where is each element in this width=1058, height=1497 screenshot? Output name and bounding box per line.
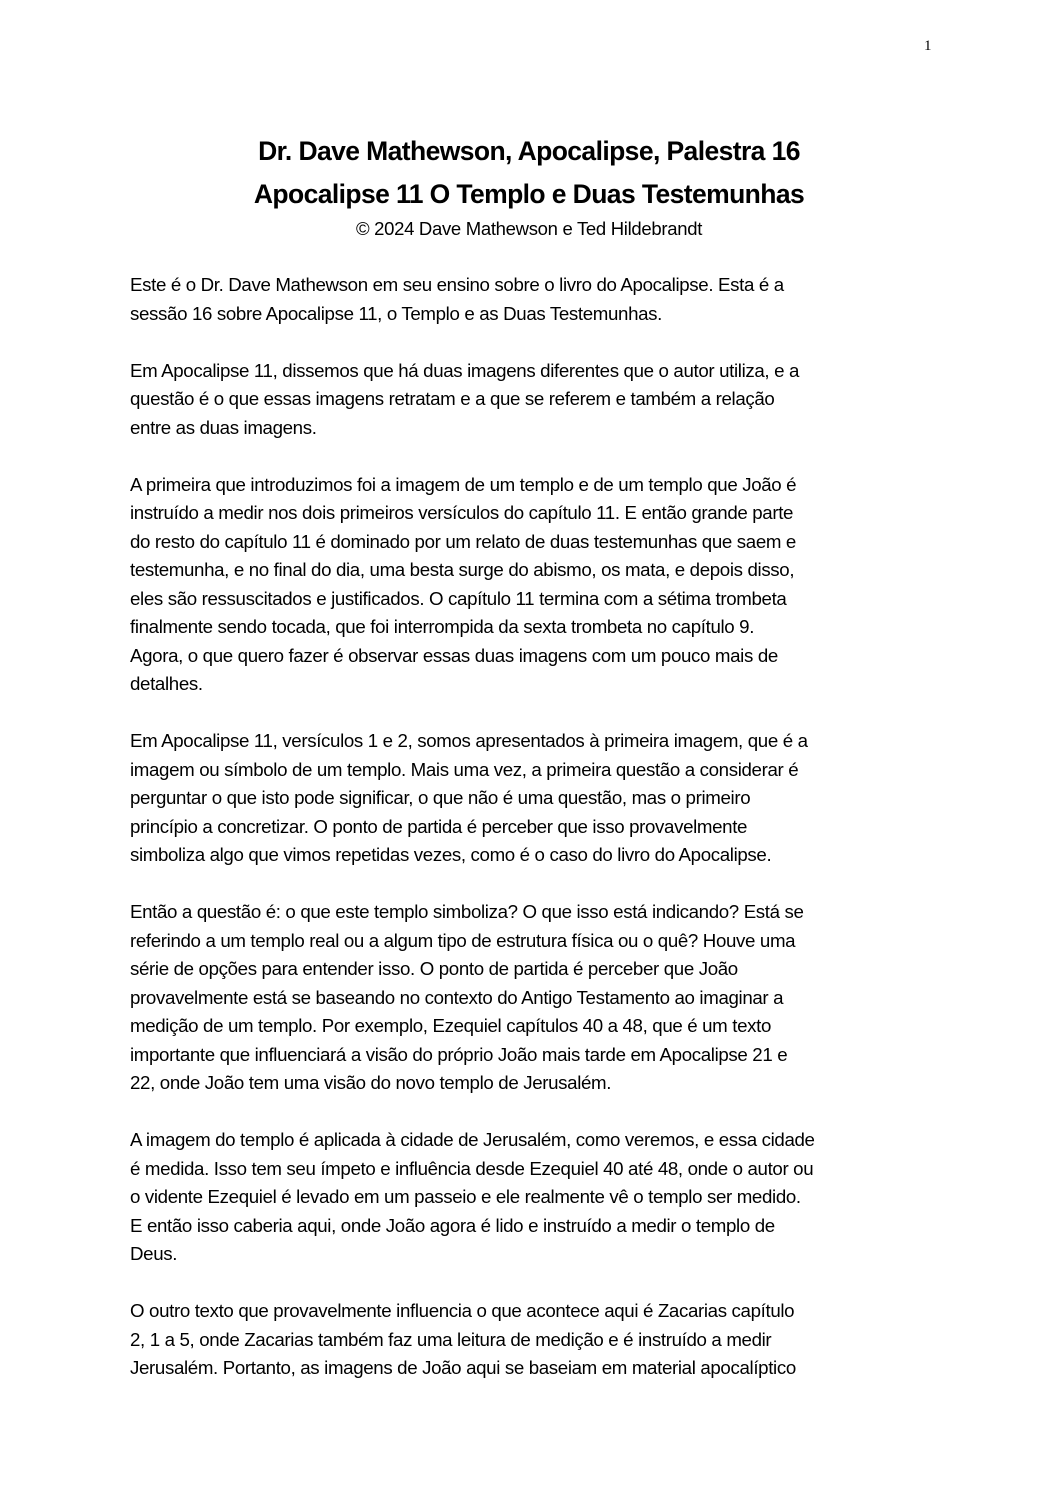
paragraph <box>130 1297 930 1383</box>
paragraph-line: referindo a um templo real ou a algum tipo de estrutura física ou o quê? Houve uma <box>130 929 796 951</box>
paragraph-line: série de opções para entender isso. O ponto de partida é perceber que João <box>130 958 738 979</box>
paragraph-line: Este é o Dr. Dave Mathewson em seu ensino sobre o livro do Apocalipse. Esta é a <box>130 274 784 295</box>
paragraph <box>130 898 930 1098</box>
paragraph-line: Jerusalém. Portanto, as imagens de João aqui se baseiam em material apocalíptico <box>130 1357 796 1378</box>
paragraph <box>130 357 930 443</box>
paragraph-line: Em Apocalipse 11, versículos 1 e 2, somos apresentados à primeira imagem, que é a <box>130 730 808 751</box>
copyright-notice: © 2024 Dave Mathewson e Ted Hildebrandt <box>355 218 703 239</box>
paragraph-line: eles são ressuscitados e justificados. O capítulo 11 termina com a sétima trombeta <box>130 587 787 609</box>
paragraph-line: Deus. <box>130 1243 178 1264</box>
paragraph-line: imagem ou símbolo de um templo. Mais uma vez, a primeira questão a considerar é <box>130 758 799 780</box>
paragraph <box>130 471 930 699</box>
paragraph-line: detalhes. <box>130 673 203 694</box>
paragraph-line: Então a questão é: o que este templo simboliza? O que isso está indicando? Está se <box>130 901 804 922</box>
paragraph-line: medição de um templo. Por exemplo, Ezequiel capítulos 40 a 48, que é um texto <box>130 1015 771 1036</box>
paragraph-line: princípio a concretizar. O ponto de partida é perceber que isso provavelmente <box>130 815 748 837</box>
paragraph-line: é medida. Isso tem seu ímpeto e influência desde Ezequiel 40 até 48, onde o autor ou <box>130 1157 814 1179</box>
paragraph <box>130 1126 930 1269</box>
paragraph-line: Agora, o que quero fazer é observar essas duas imagens com um pouco mais de <box>130 644 778 666</box>
paragraph-line: testemunha, e no final do dia, uma besta surge do abismo, os mata, e depois disso, <box>130 559 795 580</box>
paragraph-line: Em Apocalipse 11, dissemos que há duas imagens diferentes que o autor utiliza, e a <box>130 359 800 381</box>
page-number: 1 <box>924 38 932 54</box>
paragraph-line: A imagem do templo é aplicada à cidade de Jerusalém, como veremos, e essa cidade <box>130 1129 815 1150</box>
paragraph <box>130 727 930 870</box>
document-title-line-1: Dr. Dave Mathewson, Apocalipse, Palestra 16 <box>258 136 800 166</box>
paragraph-line: finalmente sendo tocada, que foi interrompida da sexta trombeta no capítulo 9. <box>130 616 755 637</box>
paragraph-line: sessão 16 sobre Apocalipse 11, o Templo e as Duas Testemunhas. <box>130 302 662 324</box>
paragraph-line: 2, 1 a 5, onde Zacarias também faz uma leitura de medição e é instruído a medir <box>130 1328 772 1350</box>
paragraph-line: O outro texto que provavelmente influencia o que acontece aqui é Zacarias capítulo <box>130 1300 795 1321</box>
paragraph-line: instruído a medir nos dois primeiros versículos do capítulo 11. E então grande parte <box>130 502 794 523</box>
paragraph-line: perguntar o que isto pode significar, o que não é uma questão, mas o primeiro <box>130 787 751 808</box>
paragraph <box>130 271 930 328</box>
document-body <box>130 271 930 1411</box>
document-title-line-2: Apocalipse 11 O Templo e Duas Testemunhas <box>253 179 805 209</box>
paragraph-line: A primeira que introduzimos foi a imagem de um templo e de um templo que João é <box>130 473 797 495</box>
paragraph-line: simboliza algo que vimos repetidas vezes, como é o caso do livro do Apocalipse. <box>130 844 772 865</box>
paragraph-line: E então isso caberia aqui, onde João agora é lido e instruído a medir o templo de <box>130 1214 775 1236</box>
paragraph-line: do resto do capítulo 11 é dominado por um relato de duas testemunhas que saem e <box>130 530 796 552</box>
paragraph-line: importante que influenciará a visão do próprio João mais tarde em Apocalipse 21 e <box>130 1043 788 1065</box>
paragraph-line: provavelmente está se baseando no contexto do Antigo Testamento ao imaginar a <box>130 986 784 1008</box>
paragraph-line: o vidente Ezequiel é levado em um passeio e ele realmente vê o templo ser medido. <box>130 1186 801 1207</box>
paragraph-line: 22, onde João tem uma visão do novo templo de Jerusalém. <box>130 1072 612 1093</box>
paragraph-line: entre as duas imagens. <box>130 416 317 438</box>
paragraph-line: questão é o que essas imagens retratam e a que se referem e também a relação <box>130 388 775 409</box>
